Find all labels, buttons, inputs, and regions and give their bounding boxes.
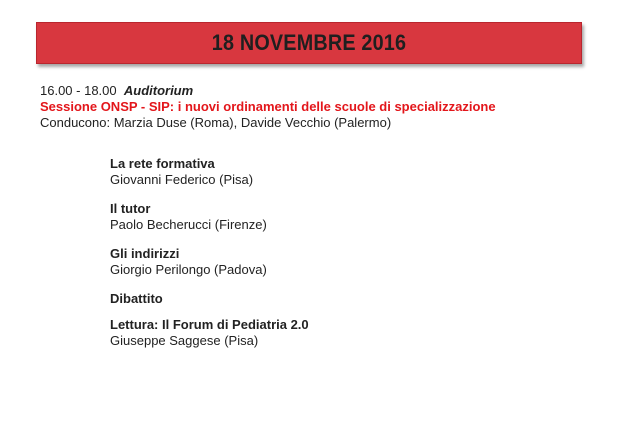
date-banner [36, 22, 582, 64]
session-moderators: Conducono: Marzia Duse (Roma), Davide Vecchio (Palermo) [40, 115, 392, 130]
talk-title: La rete formativa [110, 156, 215, 171]
session-header [40, 83, 620, 131]
date-heading: 18 NOVEMBRE 2016 [211, 30, 407, 55]
session-venue: Auditorium [123, 83, 194, 98]
talk-list [110, 156, 590, 362]
talk-item [110, 156, 590, 188]
talk-item [110, 246, 590, 278]
talk-speaker: Paolo Becherucci (Firenze) [110, 217, 267, 232]
talk-item [110, 201, 590, 233]
talk-title: Dibattito [110, 291, 163, 306]
session-title: Sessione ONSP - SIP: i nuovi ordinamenti delle scuole di specializzazione [40, 99, 496, 114]
talk-title: Il tutor [110, 201, 151, 216]
session-time: 16.00 - 18.00 [40, 83, 117, 98]
talk-title: Lettura: Il Forum di Pediatria 2.0 [110, 317, 309, 332]
talk-speaker: Giuseppe Saggese (Pisa) [110, 333, 259, 348]
session-time-line [40, 83, 620, 99]
talk-title: Gli indirizzi [110, 246, 180, 261]
talk-speaker: Giovanni Federico (Pisa) [110, 172, 254, 187]
talk-item [110, 291, 590, 307]
talk-item [110, 317, 590, 349]
talk-speaker: Giorgio Perilongo (Padova) [110, 262, 267, 277]
